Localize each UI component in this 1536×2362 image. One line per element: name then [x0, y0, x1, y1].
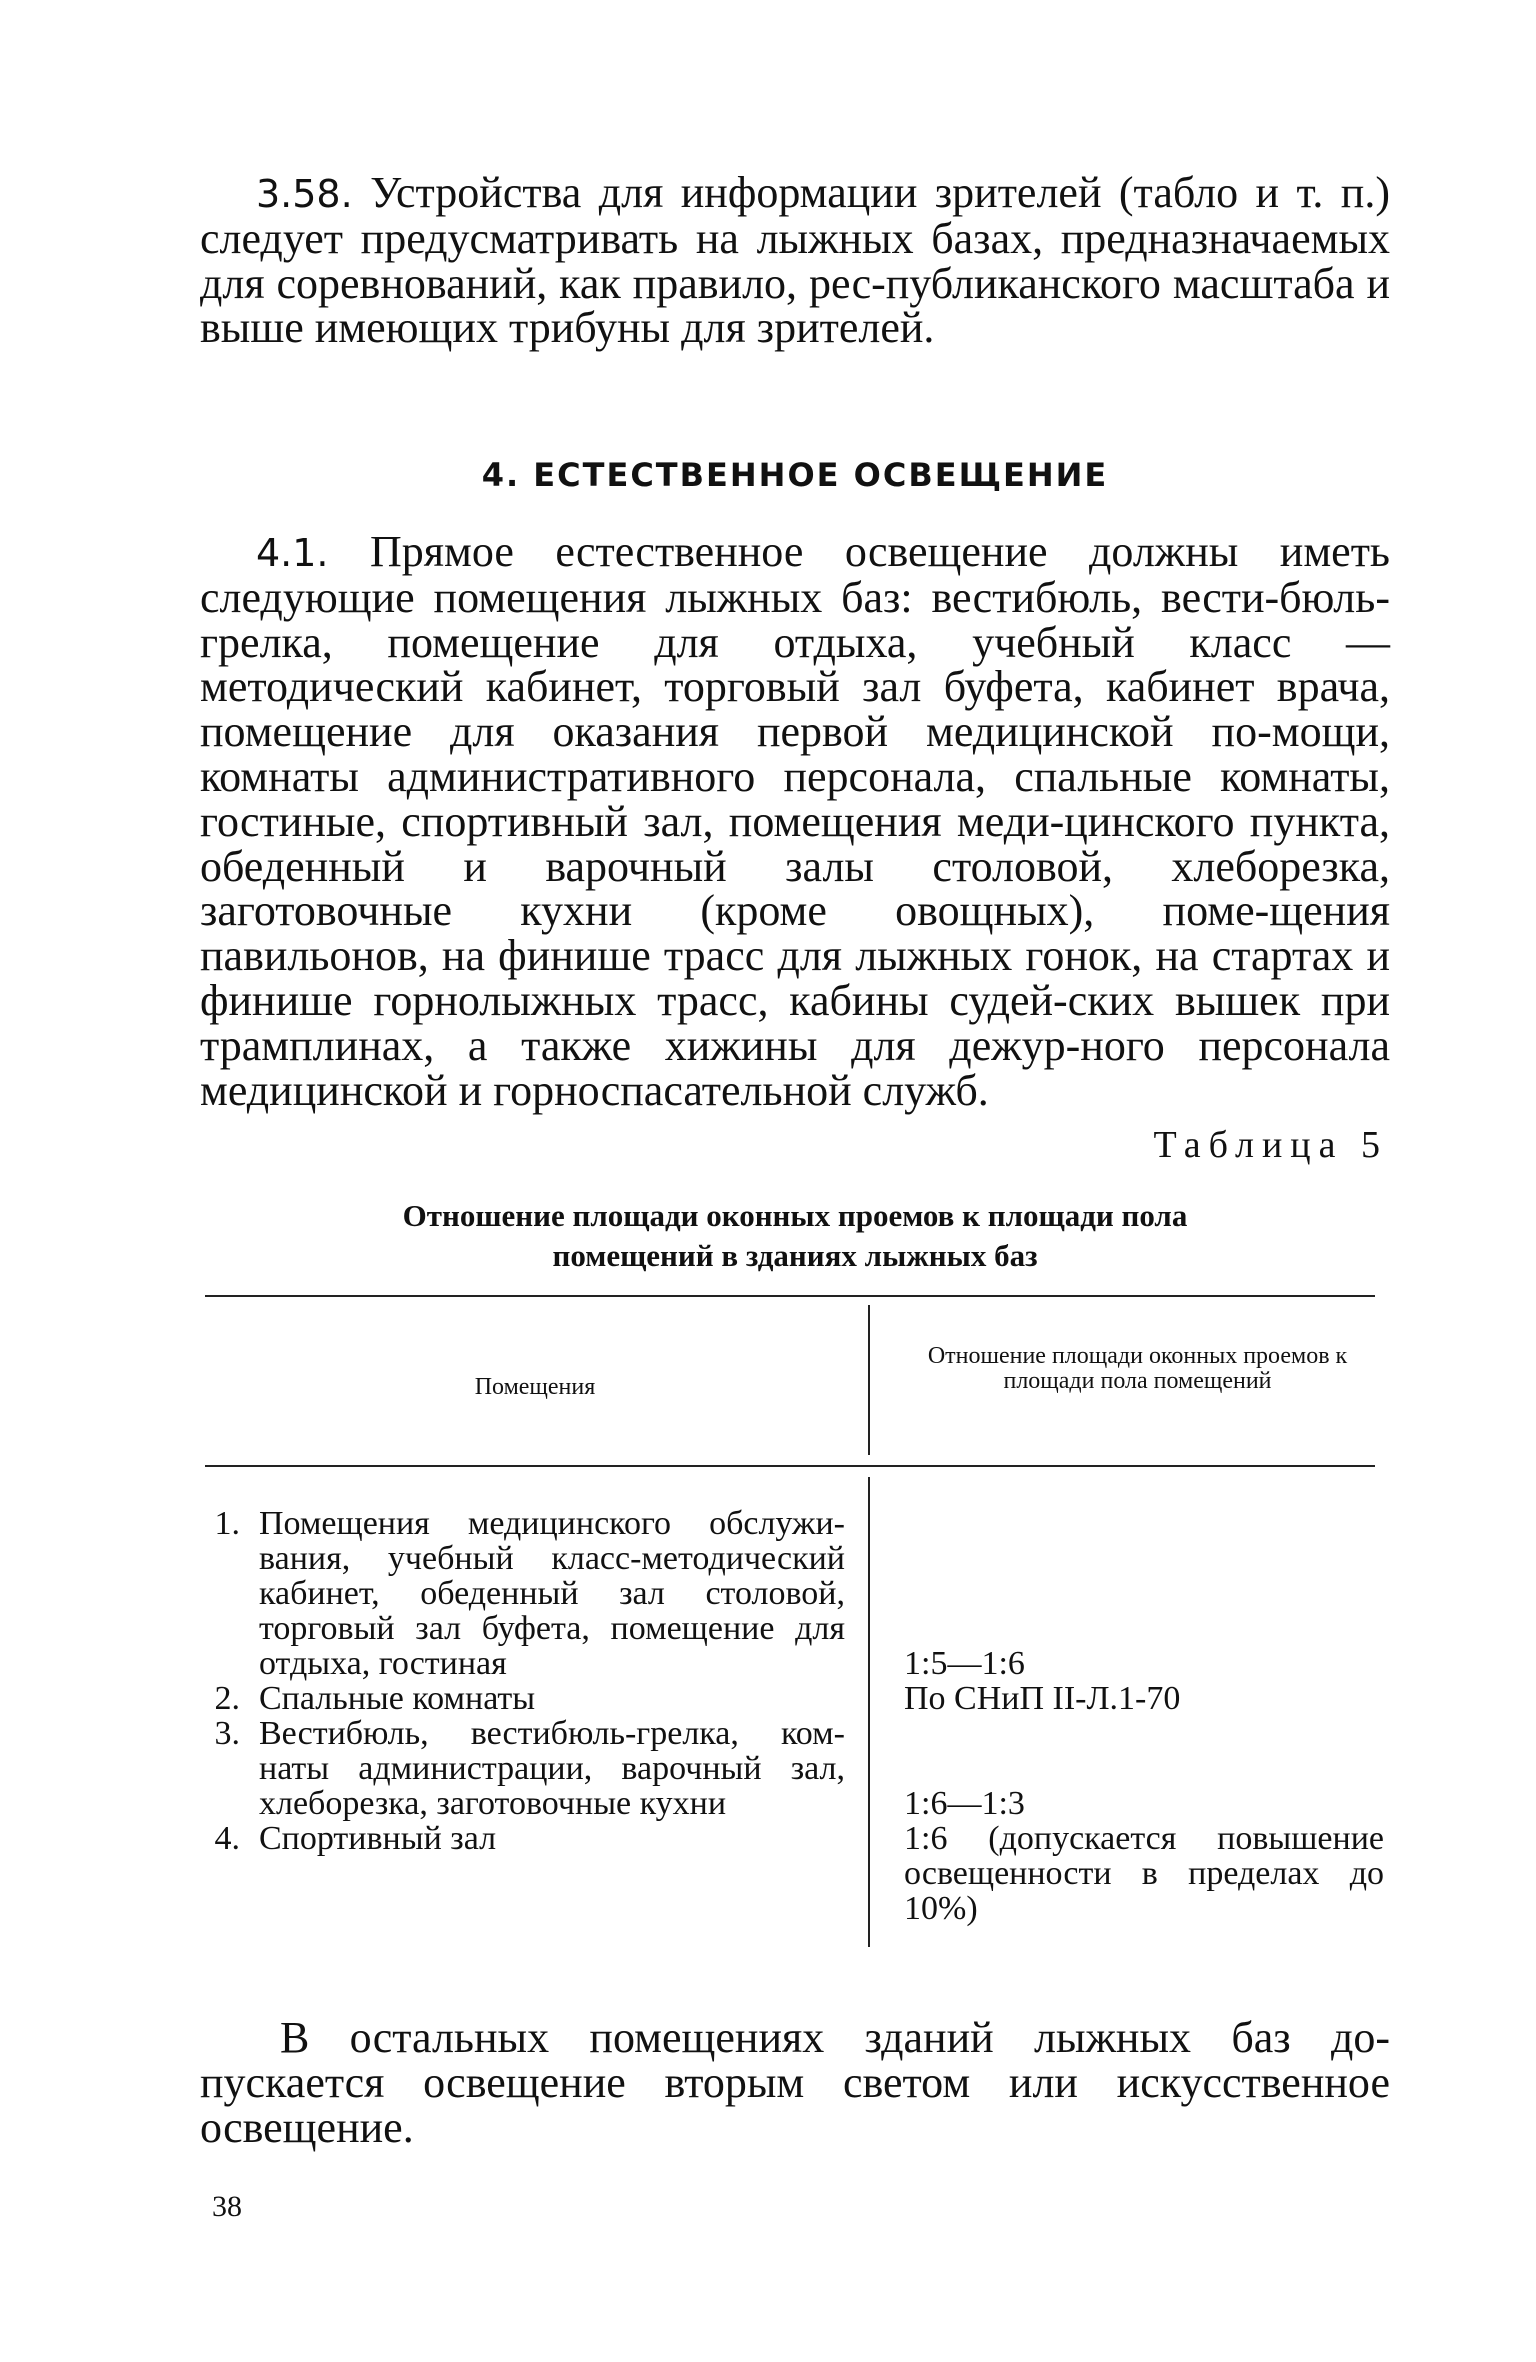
table-title-line-2: помещений в зданиях лыжных баз [552, 1238, 1038, 1273]
table-title [200, 1196, 1390, 1276]
table-row-2-room [200, 1681, 845, 1716]
table-top-rule [205, 1295, 1375, 1297]
header-ratio: Отношение площади оконных проемов к площади пола помещений [927, 1343, 1348, 1394]
table-row-1-ratio: 1:5—1:6 [904, 1645, 1025, 1682]
table-row-2-ratio: По СНиП II-Л.1-70 [904, 1680, 1181, 1717]
table-title-line-1: Отношение площади оконных проемов к площади пола [402, 1198, 1188, 1233]
paragraph-3-58 [200, 168, 1390, 353]
page-number: 38 [212, 2190, 242, 2223]
table-row-1-room [200, 1506, 845, 1681]
table-row-3-ratio: 1:6—1:3 [904, 1785, 1025, 1822]
paragraph-text: Устройства для информации зрителей (табло и т. п.) следует предусматривать на лыжных базах, предназначаемых для соревнований, как правило, рес-публиканского масштаба и выше имеющих трибуны для зрителей. [200, 168, 1390, 353]
table-body-divider [868, 1477, 870, 1947]
row-room-text: Спальные комнаты [259, 1680, 536, 1717]
row-index: 3. [214, 1715, 240, 1752]
paragraph-number: 4.1. [256, 531, 329, 575]
table-label: Таблица 5 [1153, 1124, 1388, 1166]
paragraph-text: Прямое естественное освещение должны иметь следующие помещения лыжных баз: вестибюль, вести-бюль-грелка, помещение для отдыха, учебный класс — методический кабинет, торговый зал буфета, кабинет врача, помещение для оказания первой медицинской по-мощи, комнаты административного персонала, спальные комнаты, гостиные, спортивный зал, помещения меди-цинского пункта, обеденный и варочный залы столовой, хлеборезка, заготовочные кухни (кроме овощных), поме-щения павильонов, на финише трасс для лыжных гонок, на стартах и финише горнолыжных трасс, кабины судей-ских вышек при трамплинах, а также хижины для дежур-ного персонала медицинской и горноспасательной служб. [200, 527, 1391, 1115]
row-index: 2. [214, 1680, 240, 1717]
row-room-text: Помещения медицинского обслужи-вания, учебный класс-методический кабинет, обеденный зал столовой, торговый зал буфета, помещение для отдыха, гостиная [259, 1505, 845, 1682]
table-row-4-ratio: 1:6 (допускается повышение освещенности в пределах до 10%) [904, 1820, 1384, 1927]
table-header-divider [868, 1305, 870, 1455]
header-rooms: Помещения [474, 1374, 596, 1400]
row-room-text: Вестибюль, вестибюль-грелка, ком-наты администрации, варочный зал, хлеборезка, заготовочные кухни [259, 1715, 845, 1822]
paragraph-number: 3.58. [256, 172, 353, 216]
closing-paragraph: В остальных помещениях зданий лыжных баз до-пускается освещение вторым светом или искусственное освещение. [200, 2013, 1390, 2152]
row-index: 4. [214, 1820, 240, 1857]
row-index: 1. [214, 1505, 240, 1542]
table-header-rule [205, 1465, 1375, 1467]
paragraph-4-1 [200, 527, 1391, 1115]
section-heading: 4. ЕСТЕСТВЕННОЕ ОСВЕЩЕНИЕ [481, 456, 1109, 494]
table-row-4-room [200, 1821, 845, 1856]
table-row-3-room [200, 1716, 845, 1821]
row-room-text: Спортивный зал [259, 1820, 497, 1857]
